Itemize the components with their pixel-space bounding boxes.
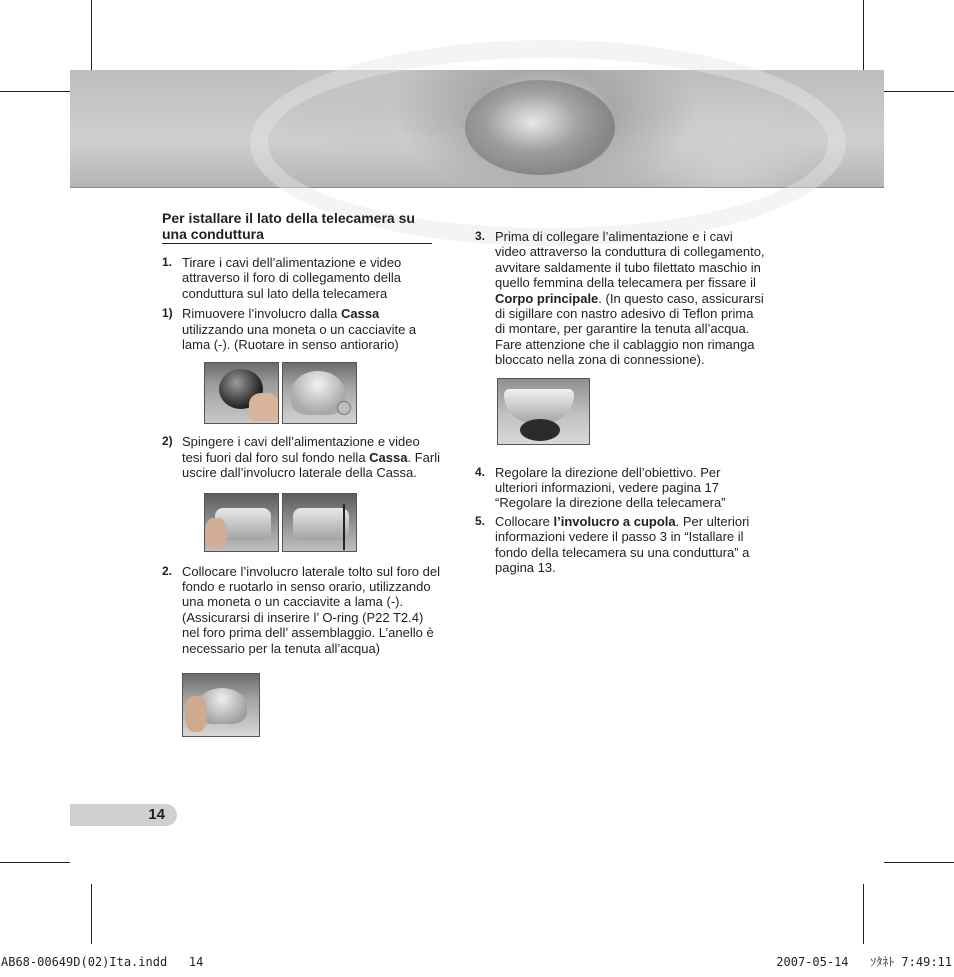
step-number: 4. [475,464,486,479]
header-banner-image [70,70,884,188]
step-number: 2) [162,434,173,449]
photo-housing-cable [282,493,357,552]
print-slug-date: 2007-05-14 ｿﾀﾈﾄ 7:49:11 [776,955,952,969]
banner-lens-shape [465,80,615,175]
print-slug-file: AB68-00649D(02)Ita.indd 14 [1,955,204,969]
step-4 [475,465,765,511]
page-number: 14 [148,806,165,823]
step-text: Collocare l’involucro a cupola. Per ulteriori informazioni vedere il passo 3 in “Istallare il fondo della telecamera su una conduttura” a pagina 13. [495,513,750,576]
step-text: Prima di collegare l’alimentazione e i cavi video attraverso la conduttura di collegamento, avvitare saldamente il tubo filettato maschio in quello femmina della telecamera per fissare il Corpo principale. (In questo caso, assicurarsi di sigillare con nastro adesivo di Teflon prima di montare, per garantire la tenuta all’acqua. Fare attenzione che il cablaggio non rimanga bloccato nella zona di connessione). [495,229,765,368]
section-heading: Per istallare il lato della telecamera su una conduttura [162,210,432,244]
step-1-sub-1 [162,306,442,352]
step-text: Tirare i cavi dell’alimentazione e video attraverso il foro di collegamento della conduttura sul lato della telecamera [182,255,402,301]
crop-mark [863,884,864,944]
step-text: Rimuovere l’involucro dalla Cassa utilizzando una moneta o un cacciavite a lama (-). (Ruotare in senso antiorario) [182,306,417,353]
step-text: Spingere i cavi dell’alimentazione e video tesi fuori dal foro sul fondo nella Cassa. Farli uscire dall’involucro laterale della Cassa. [182,434,440,481]
step-2 [162,564,442,656]
crop-mark [91,884,92,944]
left-column [162,210,442,737]
crop-mark [0,862,70,863]
right-column [475,229,765,576]
step-number: 1. [162,255,173,269]
crop-mark [0,91,70,92]
photo-rotate-side-cover [182,673,260,737]
step-number: 3. [475,229,486,243]
step-3 [475,229,765,368]
photo-conduit-pipe [497,378,590,445]
photo-row-remove-cover [204,362,442,424]
step-text: Collocare l’involucro laterale tolto sul foro del fondo e ruotarlo in senso orario, utilizzando una moneta o un cacciavite a lama (-). (Assicurarsi di inserire l’ O-ring (P22 T2.4) nel foro prima dell’ assemblaggio. L’anello è necessario per la tenuta all’acqua) [182,563,440,656]
step-number: 5. [475,513,486,528]
step-1 [162,255,442,301]
crop-mark [884,91,954,92]
step-text: Regolare la direzione dell’obiettivo. Per ulteriori informazioni, vedere pagina 17 “Regolare la direzione della telecamera” [495,464,726,511]
photo-dome-cover-removed [282,362,357,424]
photo-housing-hand [204,493,279,552]
step-number: 2. [162,563,173,578]
crop-mark [863,0,864,70]
step-1-sub-2 [162,434,442,480]
page-number-tab [70,804,177,826]
photo-row-side-cover [182,673,442,737]
photo-row-pull-cables [204,493,442,552]
crop-mark [91,0,92,70]
photo-dome-camera-hand [204,362,279,424]
step-number: 1) [162,306,173,321]
photo-row-conduit [497,378,765,445]
crop-mark [884,862,954,863]
step-5 [475,514,765,576]
